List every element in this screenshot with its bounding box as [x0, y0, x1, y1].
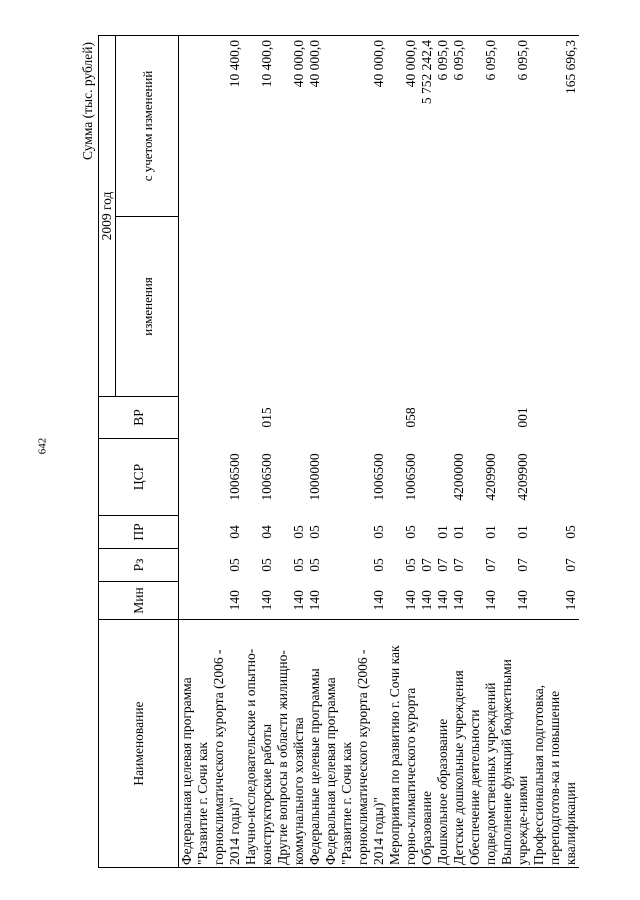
- row-pr: 05: [371, 525, 386, 539]
- row-pr: 01: [483, 525, 498, 539]
- header-min: Мин: [99, 582, 179, 620]
- table-row: [275, 36, 307, 868]
- row-rz: 07: [451, 558, 466, 572]
- table-row: [179, 36, 244, 868]
- row-total: 40 000,0: [387, 36, 419, 217]
- row-rz: 07: [435, 558, 450, 572]
- budget-table: [98, 35, 579, 868]
- row-csr: 1006500: [227, 453, 242, 501]
- row-min: 140: [323, 582, 387, 620]
- row-min: 140: [435, 582, 451, 620]
- row-total: 6 095,0: [435, 36, 451, 217]
- header-pr: ПР: [99, 516, 179, 549]
- row-changes: [451, 217, 467, 397]
- header-with-changes: с учетом изменений: [116, 36, 179, 217]
- row-name: Дошкольное образование: [435, 620, 451, 868]
- row-total: 5 752 242,4: [419, 36, 435, 217]
- row-rz: 07: [563, 558, 578, 572]
- row-csr: [435, 439, 451, 516]
- row-changes: [435, 217, 451, 397]
- row-min: 140: [387, 582, 419, 620]
- row-rz: 05: [307, 558, 322, 572]
- row-changes: [419, 217, 435, 397]
- row-csr: [531, 439, 579, 516]
- row-vr: [467, 397, 499, 439]
- row-changes: [499, 217, 531, 397]
- row-pr: 05: [291, 525, 306, 539]
- table-row: [323, 36, 387, 868]
- row-changes: [275, 217, 307, 397]
- header-csr: ЦСР: [99, 439, 179, 516]
- rotated-page-content: [80, 36, 580, 868]
- row-rz: 05: [227, 558, 242, 572]
- row-name: Мероприятия по развитию г. Сочи как горно-климатического курорта: [387, 620, 419, 868]
- row-rz: 07: [483, 558, 498, 572]
- row-rz: 05: [259, 558, 274, 572]
- row-pr: 05: [307, 525, 322, 539]
- header-name: Наименование: [99, 620, 179, 868]
- row-name: Федеральные целевые программы: [307, 620, 323, 868]
- row-pr: 04: [259, 525, 274, 539]
- row-total: 6 095,0: [451, 36, 467, 217]
- row-vr: [531, 397, 579, 439]
- table-row: [307, 36, 323, 868]
- row-rz: 05: [403, 558, 418, 572]
- row-min: 140: [419, 582, 435, 620]
- row-min: 140: [531, 582, 579, 620]
- row-csr: 4200000: [451, 453, 466, 501]
- row-name: Обеспечение деятельности подведомственных учреждений: [467, 620, 499, 868]
- row-total: 10 400,0: [243, 36, 275, 217]
- row-name: Научно-исследовательские и опытно-конструкторские работы: [243, 620, 275, 868]
- row-pr: 04: [227, 525, 242, 539]
- row-rz: 07: [515, 558, 530, 572]
- row-total: 40 000,0: [275, 36, 307, 217]
- header-rz: Рз: [99, 549, 179, 582]
- row-min: 140: [499, 582, 531, 620]
- row-rz: 05: [291, 558, 306, 572]
- table-row: [467, 36, 499, 868]
- row-changes: [307, 217, 323, 397]
- row-vr: [419, 397, 435, 439]
- row-name: Выполнение функций бюджетными учрежде-ниями: [499, 620, 531, 868]
- table-body: [179, 36, 580, 868]
- row-name: Детские дошкольные учреждения: [451, 620, 467, 868]
- row-csr: 1006500: [371, 453, 386, 501]
- row-rz: 07: [419, 558, 434, 572]
- row-pr: 05: [403, 525, 418, 539]
- header-vr: ВР: [99, 397, 179, 439]
- row-total: 6 095,0: [499, 36, 531, 217]
- row-rz: 05: [371, 558, 386, 572]
- row-vr: 001: [515, 407, 530, 428]
- row-total: 6 095,0: [467, 36, 499, 217]
- page-number: 642: [36, 437, 49, 455]
- row-total: 40 000,0: [323, 36, 387, 217]
- row-csr: 1000000: [307, 453, 322, 501]
- row-name: Образование: [419, 620, 435, 868]
- header-changes: изменения: [116, 217, 179, 397]
- row-changes: [467, 217, 499, 397]
- row-total: 40 000,0: [307, 36, 323, 217]
- row-csr: 4209900: [515, 453, 530, 501]
- row-csr: 4209900: [483, 453, 498, 501]
- row-pr: [419, 516, 435, 549]
- row-vr: [435, 397, 451, 439]
- row-vr: [451, 397, 467, 439]
- table-row: [451, 36, 467, 868]
- row-name: Федеральная целевая программа "Развитие г. Сочи как горноклиматического курорта (2006 - 2014 годы)": [323, 620, 387, 868]
- row-changes: [387, 217, 419, 397]
- row-changes: [243, 217, 275, 397]
- table-row: [531, 36, 579, 868]
- row-csr: [419, 439, 435, 516]
- header-year: 2009 год: [99, 36, 116, 397]
- unit-caption: Сумма (тыс. рублей): [80, 42, 95, 160]
- row-changes: [179, 217, 244, 397]
- row-pr: 05: [563, 525, 578, 539]
- row-pr: 01: [435, 525, 450, 539]
- table-row: [419, 36, 435, 868]
- row-vr: 015: [259, 407, 274, 428]
- row-min: 140: [451, 582, 467, 620]
- row-min: 140: [467, 582, 499, 620]
- table-row: [435, 36, 451, 868]
- row-min: 140: [275, 582, 307, 620]
- row-name: Федеральная целевая программа "Развитие г. Сочи как горноклиматического курорта (2006 - 2014 годы)": [179, 620, 244, 868]
- table-row: [499, 36, 531, 868]
- row-vr: 058: [403, 407, 418, 428]
- row-name: Другие вопросы в области жилищно-коммунального хозяйства: [275, 620, 307, 868]
- table-row: [387, 36, 419, 868]
- row-pr: 01: [515, 525, 530, 539]
- row-csr: [275, 439, 307, 516]
- row-vr: [323, 397, 387, 439]
- row-vr: [179, 397, 244, 439]
- row-changes: [531, 217, 579, 397]
- row-name: Профессиональная подготовка, переподготов-ка и повышение квалификации: [531, 620, 579, 868]
- row-total: 10 400,0: [179, 36, 244, 217]
- row-changes: [323, 217, 387, 397]
- row-pr: 01: [451, 525, 466, 539]
- row-min: 140: [307, 582, 323, 620]
- table-row: [243, 36, 275, 868]
- row-vr: [307, 397, 323, 439]
- row-csr: 1006500: [403, 453, 418, 501]
- row-csr: 1006500: [259, 453, 274, 501]
- row-total: 165 696,3: [531, 36, 579, 217]
- row-min: 140: [179, 582, 244, 620]
- row-vr: [275, 397, 307, 439]
- row-min: 140: [243, 582, 275, 620]
